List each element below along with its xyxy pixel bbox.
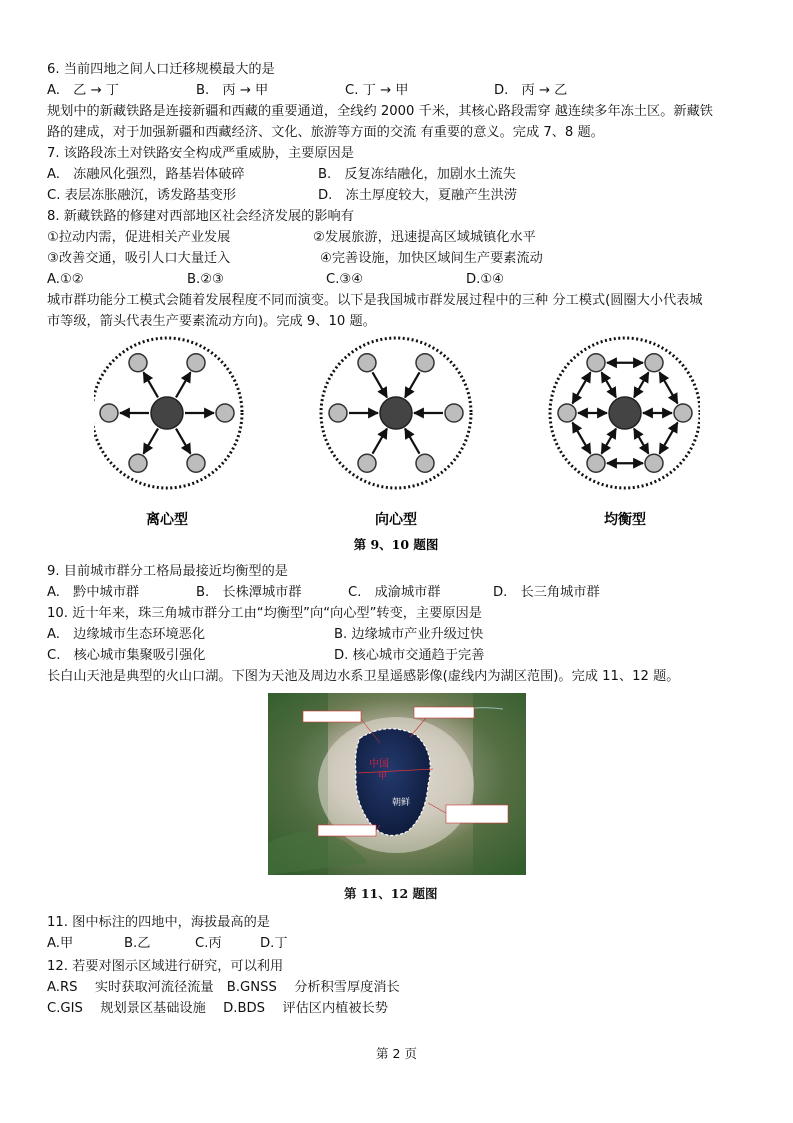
- q8-option-b: B.②③: [187, 272, 224, 287]
- q8-item-1: ①拉动内需，促进相关产业发展: [47, 230, 231, 245]
- q12-options-line1: A.RS 实时获取河流径流量 B.GNSS 分析积雪厚度消长: [47, 980, 400, 995]
- centrifugal-label: 离心型: [146, 512, 188, 528]
- out-core-city: [151, 397, 183, 429]
- ring-two-way-arrow: [573, 423, 591, 454]
- q9-option-a: A. 黔中城市群: [47, 585, 140, 600]
- mesh-node-city: [587, 454, 605, 472]
- korea-label: 朝鲜: [392, 798, 411, 808]
- outward-arrow: [176, 372, 191, 397]
- out-node-city: [216, 404, 234, 422]
- city-cluster-patterns-figure: [94, 334, 700, 556]
- two-way-arrow: [634, 372, 649, 397]
- q6-option-c: C. 丁 → 甲: [345, 83, 409, 98]
- outward-arrow: [176, 429, 191, 454]
- q12-options-line2: C.GIS 规划景区基础设施 D.BDS 评估区内植被长势: [47, 1001, 388, 1016]
- q11-option-a: A.甲: [47, 936, 74, 951]
- out-node-city: [129, 454, 147, 472]
- two-way-arrow: [602, 429, 617, 454]
- q11-stem: 11. 图中标注的四地中，海拔最高的是: [47, 915, 270, 930]
- q11-option-c: C.丙: [195, 936, 222, 951]
- ring-two-way-arrow: [660, 372, 678, 403]
- in-core-city: [380, 397, 412, 429]
- q8-option-c: C.③④: [326, 272, 364, 287]
- q8-option-a: A.①②: [47, 272, 84, 287]
- q7-stem: 7. 该路段冻土对铁路安全构成严重威胁，主要原因是: [47, 146, 354, 161]
- out-node-city: [129, 354, 147, 372]
- in-node-city: [358, 354, 376, 372]
- q8-option-d: D.①④: [466, 272, 504, 287]
- two-way-arrow: [602, 372, 617, 397]
- q8-item-3: ③改善交通，吸引人口大量迁入: [47, 251, 231, 266]
- inward-arrow: [373, 429, 388, 454]
- inward-arrow: [373, 372, 388, 397]
- q6-option-b: B. 丙 → 甲: [196, 83, 269, 98]
- q8-stem: 8. 新藏铁路的修建对西部地区社会经济发展的影响有: [47, 209, 354, 224]
- q8-item-2: ②发展旅游，迅速提高区域城镇化水平: [313, 230, 536, 245]
- q11-option-b: B.乙: [124, 936, 151, 951]
- in-node-city: [416, 454, 434, 472]
- q10-option-d: D. 核心城市交通趋于完善: [334, 648, 485, 663]
- tianchi-satellite-image: [268, 693, 526, 875]
- q10-option-b: B. 边缘城市产业升级过快: [334, 627, 484, 642]
- out-node-city: [187, 354, 205, 372]
- q9-option-b: B. 长株潭城市群: [196, 585, 302, 600]
- balanced-label: 均衡型: [604, 512, 646, 528]
- outward-arrow: [144, 429, 159, 454]
- q10-option-c: C. 核心城市集聚吸引强化: [47, 648, 206, 663]
- figure1-caption: 第 9、10 题图: [353, 537, 439, 552]
- railway-intro-line1: 规划中的新藏铁路是连接新疆和西藏的重要通道，全线约 2000 千米，其核心路段需穿 越连续多年冻土区。新藏铁: [47, 104, 713, 119]
- q10-stem: 10. 近十年来，珠三角城市群分工由“均衡型”向“向心型”转变，主要原因是: [47, 606, 482, 621]
- page-number: 第 2 页: [376, 1046, 417, 1061]
- q7-option-d: D. 冻土厚度较大，夏融产生洪涝: [318, 188, 517, 203]
- china-label: 中国: [369, 759, 389, 770]
- q9-option-d: D. 长三角城市群: [493, 585, 600, 600]
- q8-item-4: ④完善设施，加快区域间生产要素流动: [320, 251, 543, 266]
- figure2-caption: 第 11、12 题图: [344, 886, 438, 901]
- q7-option-c: C. 表层冻胀融沉，诱发路基变形: [47, 188, 237, 203]
- ring-two-way-arrow: [573, 372, 591, 403]
- city-intro-line1: 城市群功能分工模式会随着发展程度不同而演变。以下是我国城市群发展过程中的三种 分工模式(圆圈大小代表城: [47, 293, 703, 308]
- jia-label: 甲: [378, 772, 388, 782]
- in-node-city: [358, 454, 376, 472]
- centripetal-label: 向心型: [375, 512, 417, 528]
- mesh-node-city: [558, 404, 576, 422]
- in-node-city: [445, 404, 463, 422]
- mesh-core-city: [609, 397, 641, 429]
- mesh-node-city: [645, 354, 663, 372]
- q7-option-b: B. 反复冻结融化，加剧水土流失: [318, 167, 516, 182]
- q6-option-a: A. 乙 → 丁: [47, 83, 119, 98]
- in-node-city: [329, 404, 347, 422]
- q9-option-c: C. 成渝城市群: [348, 585, 441, 600]
- mesh-node-city: [674, 404, 692, 422]
- lake-intro: 长白山天池是典型的火山口湖。下图为天池及周边水系卫星遥感影像(虚线内为湖区范围)。完成 11、12 题。: [47, 669, 680, 684]
- in-node-city: [416, 354, 434, 372]
- out-node-city: [187, 454, 205, 472]
- q10-option-a: A. 边缘城市生态环境恶化: [47, 627, 206, 642]
- out-node-city: [100, 404, 118, 422]
- q9-stem: 9. 目前城市群分工格局最接近均衡型的是: [47, 564, 288, 579]
- two-way-arrow: [634, 429, 649, 454]
- mesh-node-city: [645, 454, 663, 472]
- mesh-node-city: [587, 354, 605, 372]
- ring-two-way-arrow: [660, 423, 678, 454]
- q6-option-d: D. 丙 → 乙: [494, 83, 568, 98]
- q11-option-d: D.丁: [260, 936, 288, 951]
- q12-stem: 12. 若要对图示区域进行研究，可以利用: [47, 959, 284, 974]
- inward-arrow: [405, 372, 420, 397]
- q6-stem: 6. 当前四地之间人口迁移规模最大的是: [47, 62, 275, 77]
- q7-option-a: A. 冻融风化强烈，路基岩体破碎: [47, 167, 245, 182]
- inward-arrow: [405, 429, 420, 454]
- railway-intro-line2: 路的建成，对于加强新疆和西藏经济、文化、旅游等方面的交流 有重要的意义。完成 7、8 题。: [47, 125, 604, 140]
- city-intro-line2: 市等级，箭头代表生产要素流动方向)。完成 9、10 题。: [47, 314, 376, 329]
- outward-arrow: [144, 372, 159, 397]
